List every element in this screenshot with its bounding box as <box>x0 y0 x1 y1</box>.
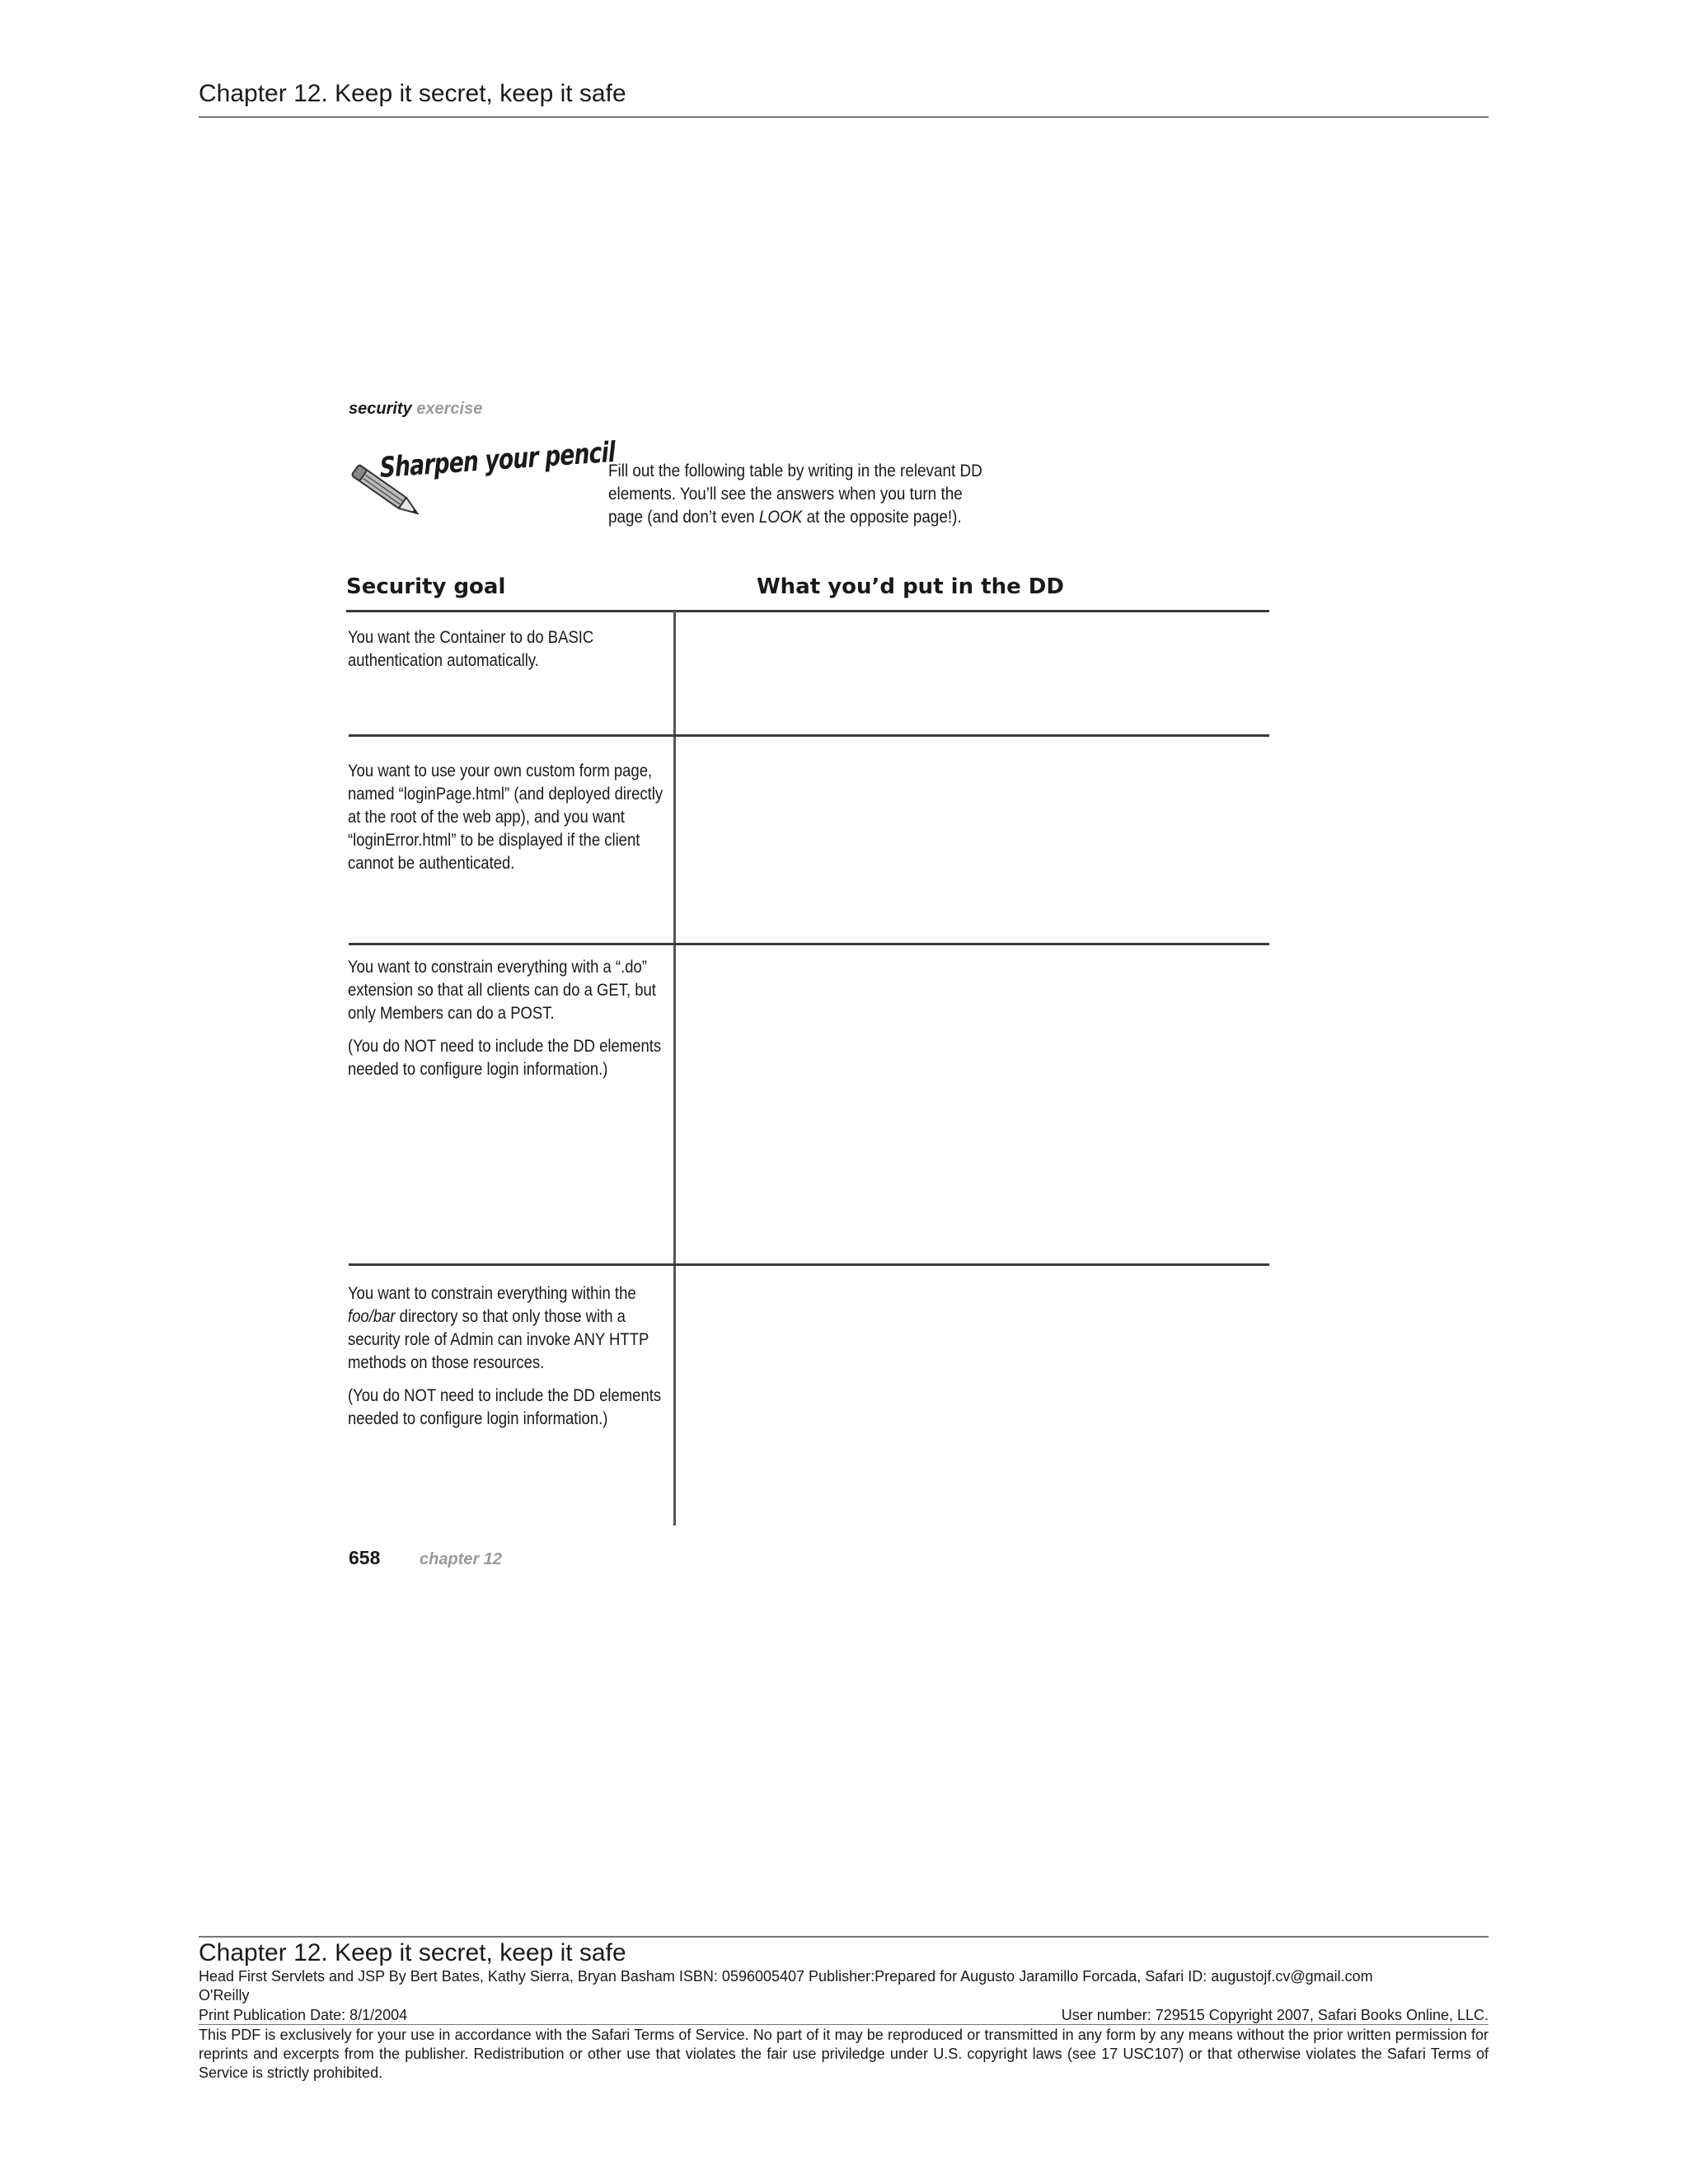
footer-book-info: Head First Servlets and JSP By Bert Bates, Kathy Sierra, Bryan Basham ISBN: 0596005407 Publisher:Prepared for Augusto Jaramillo Forcada, Safari ID: augustojf.cv@gmail.com <box>199 1968 1373 1985</box>
footer-divider <box>199 2024 1489 2025</box>
footer-divider <box>199 1936 1489 1938</box>
table-row-goal <box>348 1282 667 1431</box>
page-number: 658 <box>349 1547 381 1568</box>
header-divider <box>199 116 1489 118</box>
page-chapter-label: chapter 12 <box>420 1550 503 1568</box>
footer-print-date: Print Publication Date: 8/1/2004 <box>199 2007 408 2023</box>
goal-text <box>348 1282 667 1375</box>
section-tag-bold: security <box>349 400 412 418</box>
goal-text: You want the Container to do BASIC authentication automatically. <box>348 628 594 670</box>
table-row-goal <box>348 626 667 673</box>
column-header-security-goal: Security goal <box>346 574 506 599</box>
table-row-divider <box>349 1263 1269 1266</box>
exercise-instructions <box>608 460 994 529</box>
running-header-title: Chapter 12. Keep it secret, keep it safe <box>199 80 626 107</box>
footer-user-copyright: User number: 729515 Copyright 2007, Safari Books Online, LLC. <box>1061 2007 1489 2023</box>
table-header-rule <box>346 610 1269 612</box>
table-row-goal <box>348 760 667 875</box>
column-header-dd: What you’d put in the DD <box>757 574 1064 599</box>
goal-path-emphasis: foo/bar <box>348 1307 396 1326</box>
goal-text-start: You want to constrain everything within the <box>348 1284 636 1303</box>
footer-legal-notice: This PDF is exclusively for your use in accordance with the Safari Terms of Service. No part of it may be reproduced or transmitted in any form by any means without the prior written permission for reprints and excerpts from the publisher. Redistribution or other use that violates the fair use priviledge under U.S. copyright laws (see 17 USC107) or that otherwise violates the Safari Terms of Service is strictly prohibited. <box>199 2027 1489 2081</box>
instructions-emphasis: LOOK <box>758 508 803 527</box>
table-row-divider <box>349 943 1269 945</box>
table-column-divider <box>673 611 676 1526</box>
footer-chapter-title: Chapter 12. Keep it secret, keep it safe <box>199 1939 626 1966</box>
goal-note: (You do NOT need to include the DD elements needed to configure login information.) <box>348 1386 662 1428</box>
goal-text: You want to use your own custom form page, named “loginPage.html” (and deployed directly at the root of the web app), and you want “loginError.html” to be displayed if the client cannot be authenticated. <box>348 762 663 873</box>
goal-text: You want to constrain everything with a “.do” extension so that all clients can do a GET, but only Members can do a POST. <box>348 958 656 1023</box>
sharpen-your-pencil-logo: Sharpen your pencil <box>379 435 616 485</box>
instructions-text-end: at the opposite page!). <box>802 508 962 527</box>
footer-publisher: O'Reilly <box>199 1987 250 2004</box>
instructions-text: Fill out the following table by writing in the relevant DD elements. You’ll see the answers when you turn the page (and don’t even <box>608 462 982 527</box>
goal-text-end: directory so that only those with a security role of Admin can invoke ANY HTTP methods on those resources. <box>348 1307 649 1372</box>
section-tag-grey: exercise <box>416 400 483 418</box>
goal-note: (You do NOT need to include the DD elements needed to configure login information.) <box>348 1037 662 1079</box>
section-tag <box>349 400 482 419</box>
table-row-divider <box>349 734 1269 737</box>
table-row-goal <box>348 956 667 1081</box>
